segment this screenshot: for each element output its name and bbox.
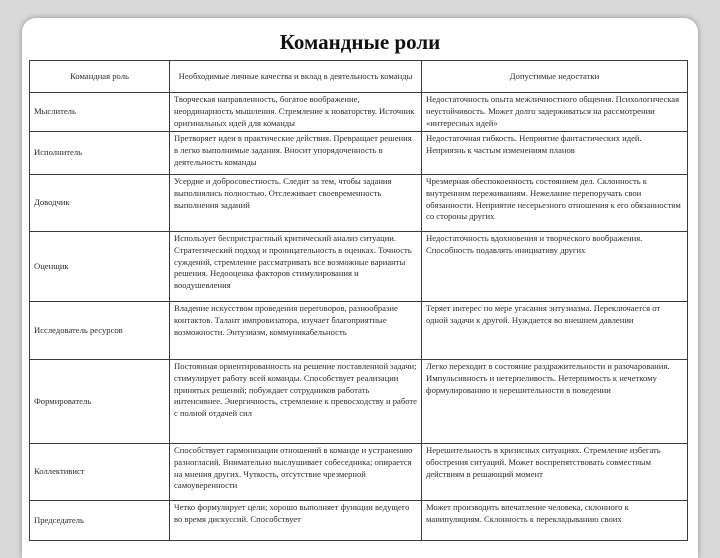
role-cell: Мыслитель (30, 93, 170, 132)
qualities-cell: Творческая направленность, богатое воображение, неординарность мышления. Стремление к новаторству. Источник оригинальных идей для команды (170, 93, 422, 132)
weaknesses-cell: Нерешительность в кризисных ситуациях. Стремление избегать обострения ситуаций. Может воспрепятствовать совместным действиям в решающий момент (422, 444, 688, 501)
weaknesses-cell: Недостаточная гибкость. Неприятие фантастических идей. Неприязнь к частым изменениям планов (422, 132, 688, 175)
qualities-cell: Владение искусством проведения переговоров, разнообразие контактов. Талант импровизатора, изучает благоприятные возможности. Энтузиазм, коммуникабельность (170, 302, 422, 360)
table-row (30, 444, 688, 501)
table-row (30, 93, 688, 132)
role-cell: Председатель (30, 501, 170, 541)
role-cell: Доводчик (30, 175, 170, 232)
table-header-row (30, 61, 688, 93)
weaknesses-cell: Недостаточность вдохновения и творческого воображения. Способность подавлять инициативу других (422, 232, 688, 302)
roles-table (29, 60, 688, 541)
slide (22, 18, 698, 558)
table-row (30, 360, 688, 444)
weaknesses-cell: Недостаточность опыта межличностного общения. Психологическая неустойчивость. Может долго задерживаться на рассмотрении «интересных идей» (422, 93, 688, 132)
role-cell: Оценщик (30, 232, 170, 302)
qualities-cell: Постоянная ориентированность на решение поставленной задачи; стимулирует работу всей команды. Способствует реализации принятых решений; побуждает сотрудников работать интенсивнее. Энергичность, стремление к превосходству и работе с полной отдачей сил (170, 360, 422, 444)
table-row (30, 232, 688, 302)
qualities-cell: Четко формулирует цели; хорошо выполняет функции ведущего во время дискуссий. Способствует (170, 501, 422, 541)
weaknesses-cell: Может производить впечатление человека, склонного к манипуляциям. Склонность к перекладыванию своих (422, 501, 688, 541)
weaknesses-cell: Чрезмерная обеспокоенность состоянием дел. Склонность к внутренним переживаниям. Нежелание перепоручать свои обязанности. Неприятие несерьезного отношения к его обязанностям со стороны других (422, 175, 688, 232)
table-row (30, 302, 688, 360)
table-row (30, 175, 688, 232)
qualities-cell: Способствует гармонизации отношений в команде и устранению разногласий. Внимательно выслушивает собеседника; опирается на мнения других. Чуткость, отсутствие чрезмерной самоуверенности (170, 444, 422, 501)
header-weaknesses: Допустимые недостатки (422, 61, 688, 93)
qualities-cell: Претворяет идеи в практические действия. Превращает решения в легко выполнимые задания. Вносит упорядоченность в деятельность команды (170, 132, 422, 175)
role-cell: Исследователь ресурсов (30, 302, 170, 360)
weaknesses-cell: Теряет интерес по мере угасания энтузиазма. Переключается от одной задачи к другой. Нуждается во внешнем давлении (422, 302, 688, 360)
table-row (30, 132, 688, 175)
table-row (30, 501, 688, 541)
page-title: Командные роли (279, 30, 441, 54)
role-cell: Коллективист (30, 444, 170, 501)
qualities-cell: Использует беспристрастный критический анализ ситуации. Стратегический подход и проницательность в оценках. Точность суждений, стремление рассматривать все возможные варианты решения. Недооценка факторов стимулирования и воодушевления (170, 232, 422, 302)
role-cell: Исполнитель (30, 132, 170, 175)
qualities-cell: Усердие и добросовестность. Следит за тем, чтобы задания выполнялись полностью. Отслеживает своевременность выполнения заданий (170, 175, 422, 232)
weaknesses-cell: Легко переходит в состояние раздражительности и разочарования. Импульсивность и нетерпеливость. Нетерпимость к нечеткому формулированию и нерешительности в поведении (422, 360, 688, 444)
role-cell: Формирователь (30, 360, 170, 444)
header-role: Командная роль (30, 61, 170, 93)
header-qualities: Необходимые личные качества и вклад в деятельность команды (170, 61, 422, 93)
